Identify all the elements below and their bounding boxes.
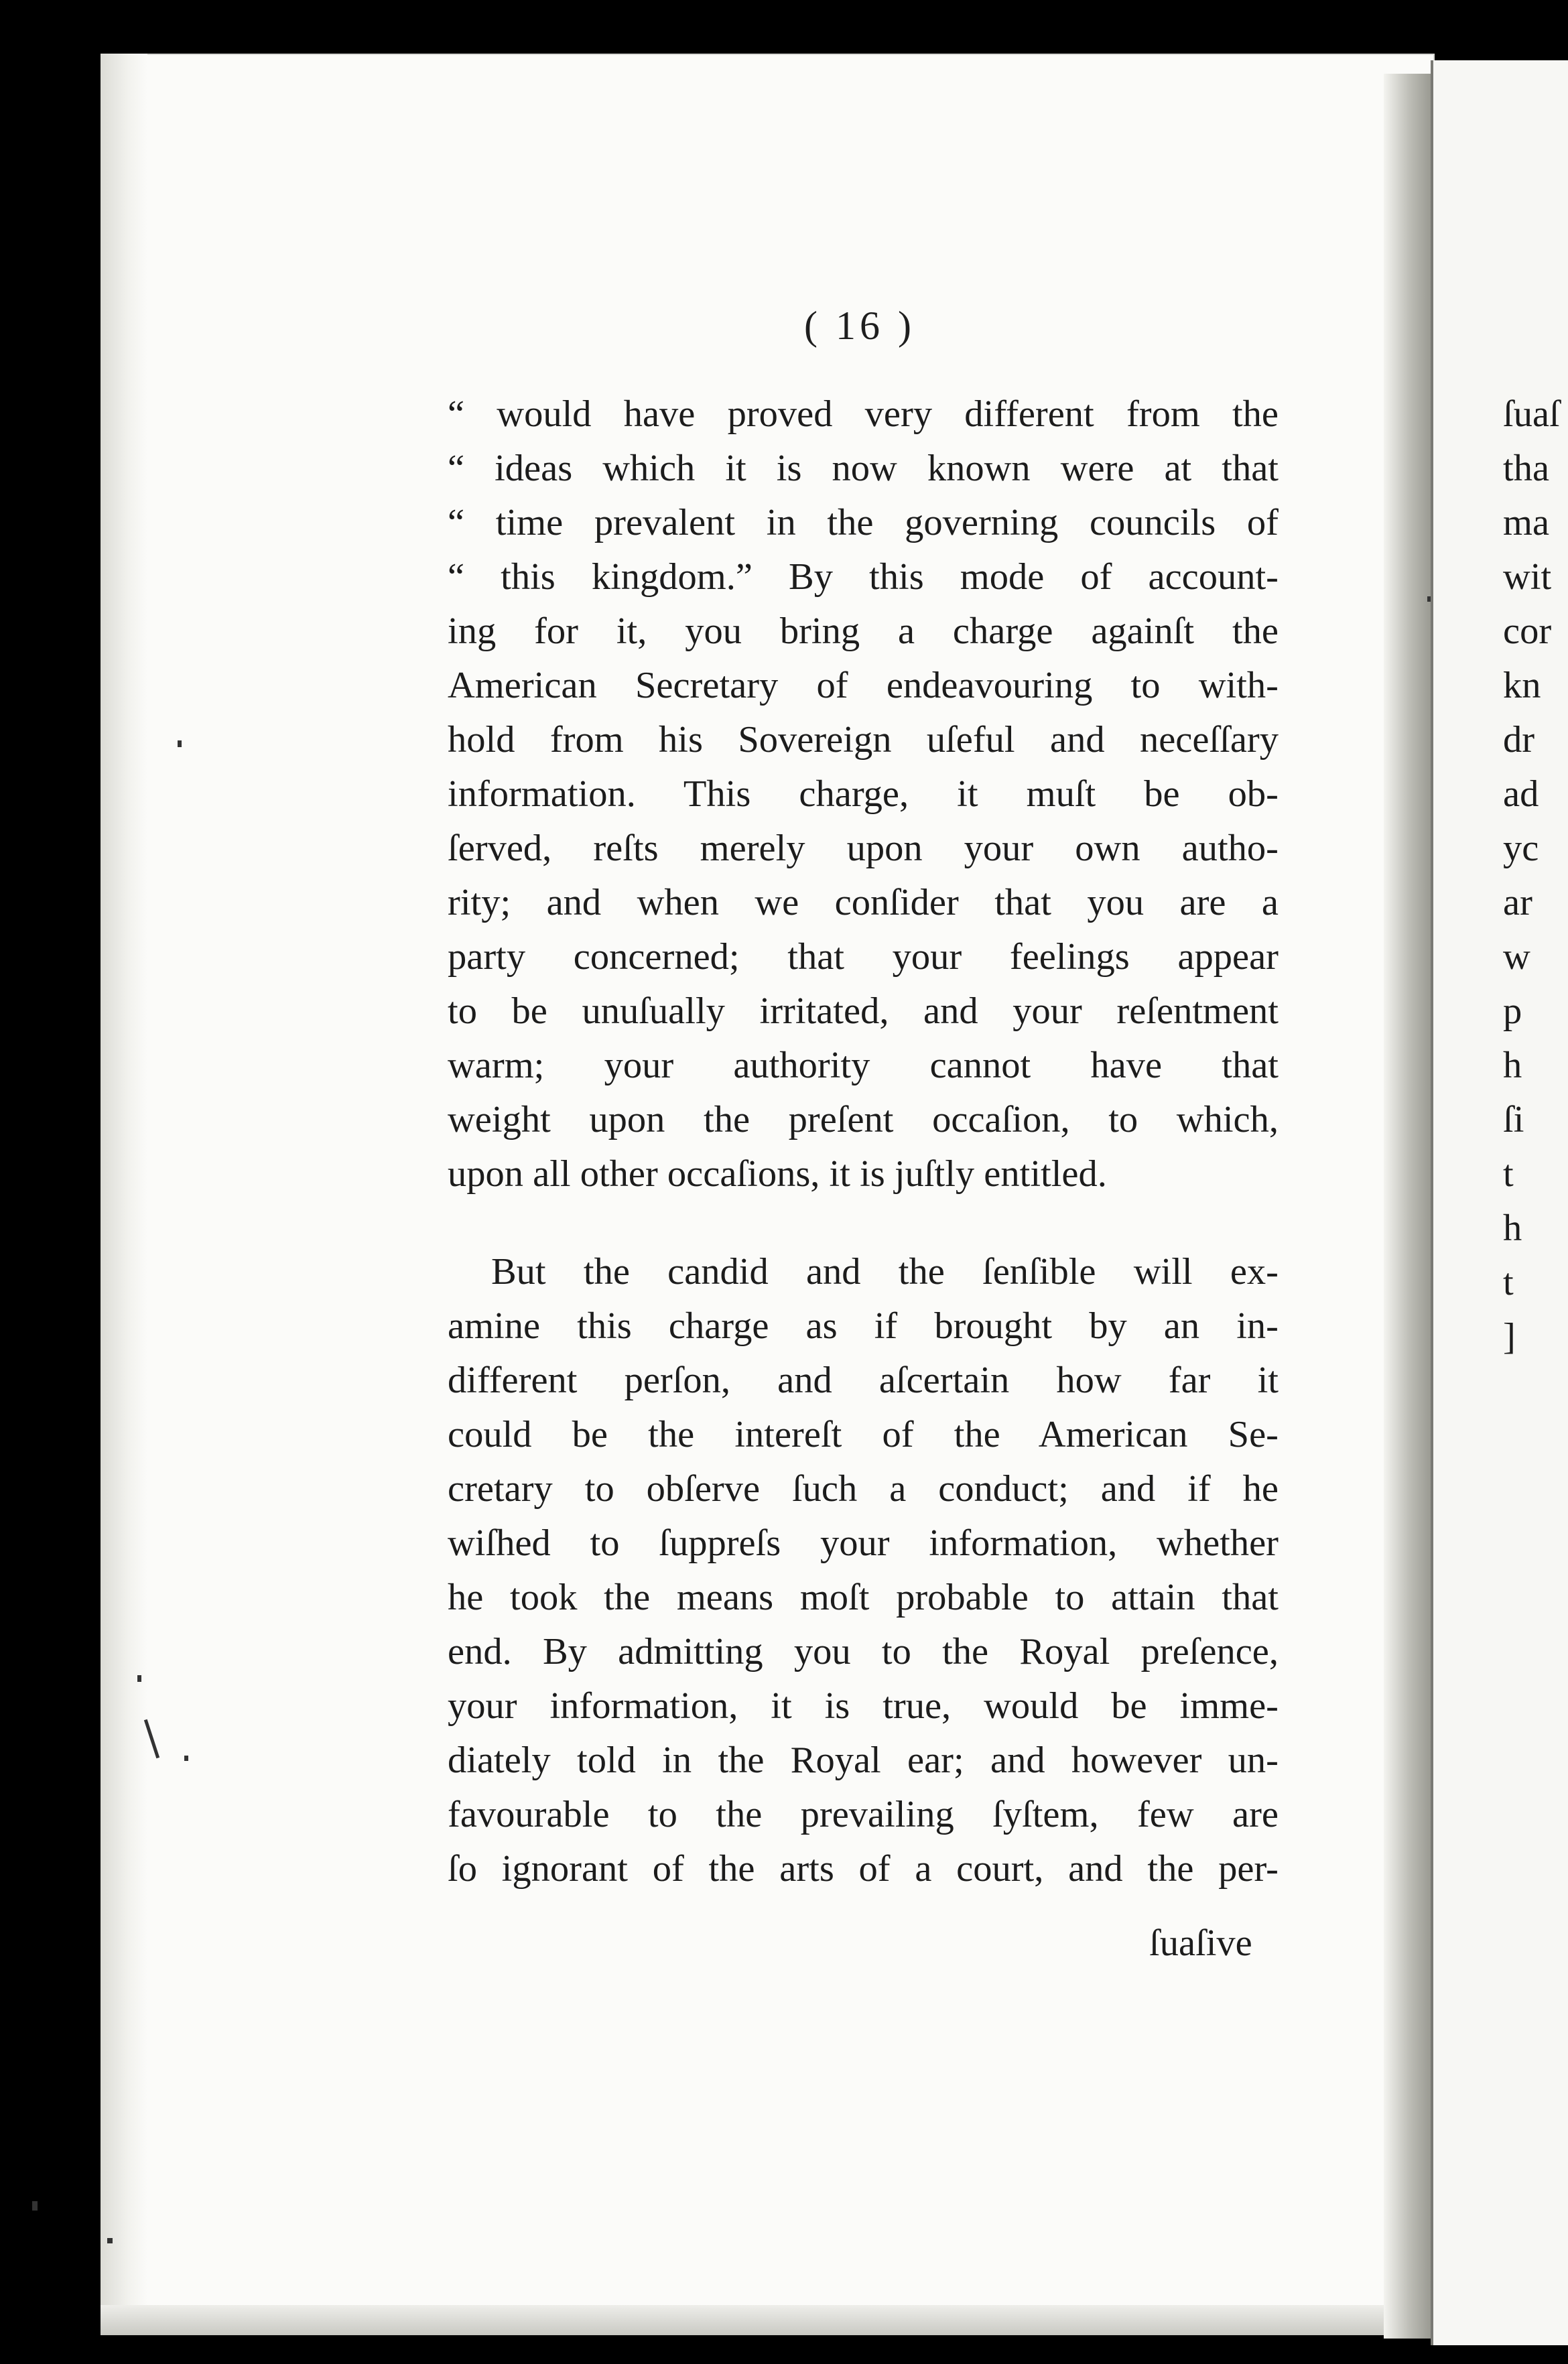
- text-line: weight upon the preſent occaſion, to which,: [448, 1099, 1279, 1140]
- page-number: ( 16 ): [804, 304, 915, 348]
- facing-page-fragment: yc: [1503, 828, 1539, 869]
- body-text: [448, 387, 1279, 1896]
- text-line: your information, it is true, would be imme-: [448, 1685, 1279, 1727]
- facing-page-fragment: w: [1503, 936, 1530, 978]
- page-edge-left: [101, 54, 147, 2335]
- facing-page-fragment: ma: [1503, 502, 1550, 543]
- text-line: party concerned; that your feelings appear: [448, 936, 1279, 978]
- facing-page-text: [1503, 387, 1568, 1364]
- facing-page-fragment: dr: [1503, 719, 1535, 761]
- paragraph-break: [448, 1201, 1279, 1245]
- facing-page-fragment: ]: [1503, 1316, 1516, 1358]
- book-gutter: [1384, 74, 1431, 2339]
- text-line: “ would have proved very different from the: [448, 393, 1279, 435]
- scan-speck: [184, 1756, 188, 1761]
- scan-speck: [178, 740, 182, 747]
- facing-page-fragment: h: [1503, 1207, 1522, 1249]
- text-line: information. This charge, it muſt be ob-: [448, 773, 1279, 815]
- text-line: upon all other occaſions, it is juſtly entitled.: [448, 1153, 1107, 1195]
- facing-page-fragment: ſi: [1503, 1099, 1524, 1140]
- facing-page-fragment: ad: [1503, 773, 1539, 815]
- text-line: ſerved, reſts merely upon your own autho-: [448, 828, 1279, 869]
- scan-speck: [1427, 596, 1431, 602]
- facing-page-fragment: tha: [1503, 448, 1550, 489]
- scan-speck: [137, 1675, 141, 1682]
- facing-page-fragment: kn: [1503, 665, 1541, 706]
- text-line: he took the means moſt probable to attain that: [448, 1577, 1279, 1618]
- text-line: diately told in the Royal ear; and however un-: [448, 1739, 1279, 1781]
- text-line: could be the intereſt of the American Se-: [448, 1414, 1279, 1455]
- text-line: end. By admitting you to the Royal preſence,: [448, 1631, 1279, 1672]
- text-line: American Secretary of endeavouring to with-: [448, 665, 1279, 706]
- facing-page-fragment: cor: [1503, 610, 1552, 652]
- text-line: ing for it, you bring a charge againſt the: [448, 610, 1279, 652]
- text-line: “ time prevalent in the governing councils of: [448, 502, 1279, 543]
- text-line: ſo ignorant of the arts of a court, and the per-: [448, 1848, 1279, 1890]
- catchword: ſuaſive: [1149, 1922, 1252, 1964]
- text-line: warm; your authority cannot have that: [448, 1045, 1279, 1086]
- scan-speck: [107, 2238, 113, 2243]
- facing-page-fragment: wit: [1503, 556, 1552, 598]
- facing-page-fragment: ſuaſ: [1503, 393, 1560, 435]
- scan-speck: [32, 2201, 38, 2211]
- text-line: amine this charge as if brought by an in-: [448, 1305, 1279, 1347]
- text-line: “ ideas which it is now known were at that: [448, 448, 1279, 489]
- facing-page-fragment: t: [1503, 1262, 1514, 1303]
- text-line: different perſon, and aſcertain how far it: [448, 1360, 1279, 1401]
- text-line: wiſhed to ſuppreſs your information, whether: [448, 1522, 1279, 1564]
- text-line: rity; and when we conſider that you are a: [448, 882, 1279, 923]
- page-edge-bottom: [101, 2305, 1431, 2335]
- text-line: “ this kingdom.” By this mode of account-: [448, 556, 1279, 598]
- text-line: hold from his Sovereign uſeful and neceſſary: [448, 719, 1279, 761]
- text-line: But the candid and the ſenſible will ex-: [491, 1251, 1279, 1293]
- text-line: cretary to obſerve ſuch a conduct; and if he: [448, 1468, 1279, 1510]
- text-line: to be unuſually irritated, and your reſentment: [448, 990, 1279, 1032]
- text-line: favourable to the prevailing ſyſtem, few are: [448, 1794, 1279, 1835]
- facing-page-fragment: ar: [1503, 882, 1532, 923]
- facing-page-fragment: h: [1503, 1045, 1522, 1086]
- facing-page-fragment: p: [1503, 990, 1522, 1032]
- facing-page-fragment: t: [1503, 1153, 1514, 1195]
